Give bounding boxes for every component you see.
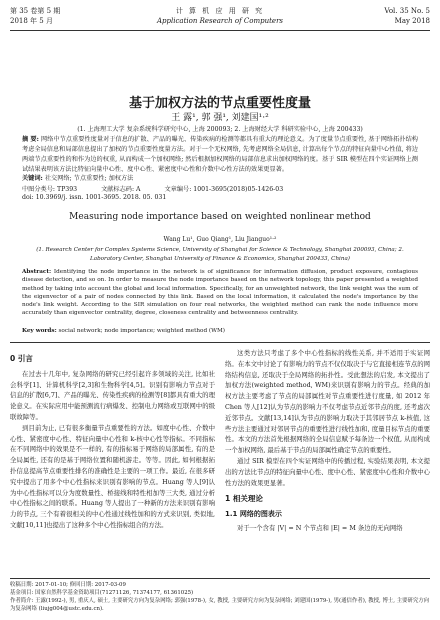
paper-authors: 王 露¹, 郭 强¹, 刘建国¹·² (171, 113, 269, 123)
keywords-en-text: social network; node importance; weighted method (WM) (58, 328, 226, 334)
abstract-label: 摘 要: (22, 136, 39, 143)
footnote (10, 578, 430, 613)
english-title: Measuring node importance based on weighted nonlinear method (69, 212, 371, 222)
body-paragraph-1: 这类方法只考虑了多个中心性指标的线性关系, 并不适用于实证网络。在本文中讨论了有影响力的节点不仅仅取决于与它直接相连节点的网络结构信息, 还取决于全局网络的拓扑性。受此想法的启发, 本文提出了加权方法(weighted method, WM)来识别有影响力的节点。经典的加权方法主要考虑了节点的局部属性对节点重要性进行度量, 如 2012 年 Chen 等人[12]认为节点的影响力不仅考虑节点近邻节点的度, 还考虑次近邻节点。文献[13,14]认为节点的影响力取决于其邻居节点 k-核值, 这些方法主要通过对邻居节点的重要性进行线性加和, 度量目标节点的重要性。本文的方法首先根据网络的全局信息赋予每条边一个权值, 从而构成一个加权网络, 最后基于节点的局部属性确定节点的重要性。 (225, 349, 430, 455)
article-number: 文章编号: 1001-3695(2018)05-1426-03 (164, 186, 284, 193)
issue-date-en: May 2018 (394, 17, 430, 25)
journal-name-cn: 计 算 机 应 用 研 究 (175, 7, 265, 15)
intro-paragraph-1: 在过去十几年中, 复杂网络的研究已经引起许多领域的关注, 比如社会科学[1]、计算机科学[2,3]和生物科学[4,5]。识别有影响力节点对于信息的扩散[6,7]、产品的曝光、传染性疾病的检测等[8]都具有重大的理论意义。在实际应用中能预测流行病爆发、控制电力网络或互联网中的级联故障等。 (10, 369, 215, 421)
classification-row (22, 184, 418, 193)
header-right (384, 6, 430, 26)
keywords-text: 社交网络; 节点重要性; 加权方法 (44, 175, 134, 182)
right-column (225, 348, 430, 534)
keywords-en (22, 328, 418, 334)
intro-heading: 0 引言 (10, 354, 33, 363)
doc-code: 文献标志码: A (101, 186, 141, 193)
clc-number: 中图分类号: TP393 (22, 186, 78, 193)
journal-header (10, 4, 430, 31)
issue-date: 2018 年 5 月 (10, 17, 53, 25)
abstract-en-label: Abstract: (22, 269, 52, 275)
received-date: 收稿日期: 2017-01-10; 修回日期: 2017-03-09 (10, 582, 126, 588)
keywords-en-label: Key words: (22, 328, 57, 334)
abstract-text: 网络中节点重要性度量对于信息的扩散、产品的曝光、传染疾病的检测等都具有重大的理论意义。为了度量节点重要性, 基于网络拓扑结构考虑全局信息和局部信息提出了加权的节点重要性度量方法。对于一个无权网络, 先考虑网络全局信息, 计算出每个节点的特征向量中心性值, 将边两端节点重要性的和作为边的权重, 从而构成一个加权网络; 然后根据加权网络的局部信息求出加权网络的度。基于 SIR 模型在四个实证网络上测试结果表明该方法比特征向量中心性、度中心性、紧密度中心性和介数中心性方法的效果更显著。 (22, 136, 418, 173)
abstract-en-text: Identifying the node importance in the network is of significance for information diffusion, product exposure, contagious disease detection, and so on. In order to measure the node importance based on the network topology, this paper presented a weighted method by taking into account the global and local information. Specifically, for an unweighted network, the link weight was the sum of the eigenvector of a pair of nodes connected by this link. Based on the local information, it calculated the node's importance by the node's link weight. According to the SIR simulation on four real networks, the weighted method can rank the node influence more accurately than eigenvector centrality, degree, closeness centrality and betweenness centrality. (22, 269, 418, 317)
keywords-cn (22, 173, 418, 182)
abstract-en (22, 268, 418, 318)
paper-affiliation: (1. 上海理工大学 复杂系统科学研究中心, 上海 200093; 2. 上海财经大学 科研实验中心, 上海 200433) (77, 126, 363, 133)
volume-info-en: Vol. 35 No. 5 (384, 7, 430, 15)
author-bio: 作者简介: 王露(1992-), 男, 重庆人, 硕士, 主要研究方向为复杂网络; 郭强(1978-), 女, 教授, 主要研究方向为复杂网络; 刘建国(1979-), 男(通信作者), 教授, 博士, 主要研究方向为复杂网络 (liujg004@ustc.edu.cn). (10, 598, 429, 612)
body-paragraph-3: 对于一个含有 |V| = N 个节点和 |E| = M 条边的无向网络 (237, 523, 403, 532)
left-column (10, 348, 215, 531)
section-divider (10, 342, 430, 343)
english-affiliation: (1. Research Center for Complex Systems Science, University of Shanghai for Science & Technology, Shanghai 200093, China; 2. Laboratory Center, Shanghai University of Finance & Economics, Shanghai 200433, China) (36, 247, 404, 262)
fund-info: 基金项目: 国家自然科学基金资助项目(71271126, 71374177, 61361025) (10, 590, 194, 596)
volume-info: 第 35 卷第 5 期 (10, 7, 61, 15)
intro-paragraph-2: 到目前为止, 已有很多衡量节点重要性的方法。如度中心性、介数中心性、紧密度中心性、特征向量中心性和 k-核中心性等指标。不同指标在不同网络中的效果是不一样的, 有的指标易于网络的局部属性, 有的是全局属性, 还有的是基于网络位置和随机游走。等等。因此, 如何根据拓扑信息提高节点重要性排名的准确性是主要的一项工作。最近, 在很多研究中提出了用多个中心性指标来识别有影响的节点。Huang 等人[9]认为中心性指标可以分为度数量性、桥接线和特性相加等三大类, 通过分析中心性指标之间的联系。Huang 等人提出了一种新的方法来识别有影响力的节点, 三个有着很相关的中心性通过线性加和的方式来识别, 类似地, 文献[10,11]也提出了这种多个中心性指标组合的方法。 (10, 423, 215, 529)
journal-name-en: Application Research of Computers (156, 17, 284, 25)
keywords-label: 关键词: (22, 175, 43, 182)
abstract-cn (22, 135, 418, 175)
section-1-heading: 1 相关理论 (225, 494, 263, 504)
doi: doi: 10.3969/j. issn. 1001-3695. 2018. 05. 031 (22, 194, 167, 201)
paper-title: 基于加权方法的节点重要性度量 (128, 96, 311, 111)
section-1-1-heading: 1.1 网络的图表示 (225, 510, 282, 519)
body-paragraph-2: 通过 SIR 模型在四个实证网络中的传播过程, 实验结果表明, 本文提出的方法比节点的特征向量中心性、度中心性、紧密度中心性和介数中心性方法的效果更显著。 (225, 456, 430, 487)
english-authors: Wang Lu¹, Guo Qiang¹, Liu Jianguo¹·² (163, 236, 277, 243)
